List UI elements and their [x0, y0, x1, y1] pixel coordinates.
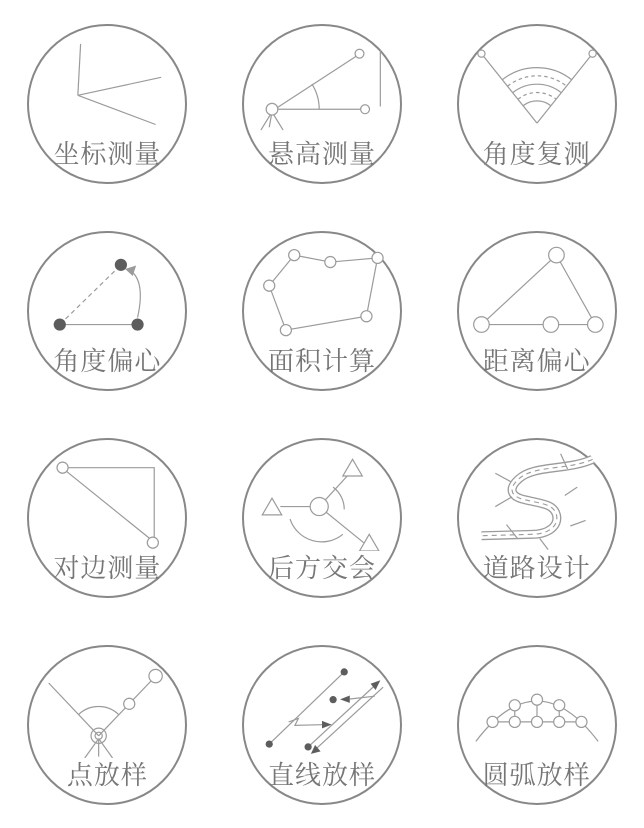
menu-item-label: 面积计算	[267, 345, 376, 376]
menu-row-1	[0, 0, 644, 207]
line-stakeout-icon	[252, 658, 392, 758]
menu-item-arc-stakeout[interactable]	[457, 645, 617, 805]
menu-item-label: 悬高测量	[267, 138, 376, 169]
road-design-icon	[467, 451, 607, 551]
menu-item-label: 角度偏心	[53, 345, 162, 376]
area-calculation-icon	[252, 244, 392, 344]
remote-height-measurement-icon	[252, 37, 392, 137]
menu-item-angle-repetition[interactable]	[457, 24, 617, 184]
menu-row-2	[0, 207, 644, 414]
angle-offset-icon	[37, 244, 177, 344]
menu-item-line-stakeout[interactable]	[242, 645, 402, 805]
menu-item-label: 对边测量	[53, 552, 162, 583]
menu-row-3	[0, 414, 644, 621]
menu-item-label: 角度复测	[482, 138, 591, 169]
resection-icon	[252, 451, 392, 551]
menu-item-remote-height-measurement[interactable]	[242, 24, 402, 184]
menu-item-road-design[interactable]	[457, 438, 617, 598]
arc-stakeout-icon	[467, 658, 607, 758]
menu-item-label: 直线放样	[267, 759, 376, 790]
angle-repetition-icon	[467, 37, 607, 137]
menu-item-angle-offset[interactable]	[27, 231, 187, 391]
menu-row-4	[0, 621, 644, 828]
coordinate-measurement-icon	[37, 37, 177, 137]
distance-offset-icon	[467, 244, 607, 344]
menu-item-area-calculation[interactable]	[242, 231, 402, 391]
menu-item-label: 距离偏心	[482, 345, 591, 376]
menu-item-label: 道路设计	[482, 552, 591, 583]
menu-item-missing-line-measurement[interactable]	[27, 438, 187, 598]
menu-item-point-stakeout[interactable]	[27, 645, 187, 805]
menu-item-label: 点放样	[66, 759, 148, 790]
menu-item-label: 后方交会	[267, 552, 376, 583]
menu-item-coordinate-measurement[interactable]	[27, 24, 187, 184]
missing-line-measurement-icon	[37, 451, 177, 551]
menu-item-resection[interactable]	[242, 438, 402, 598]
menu-item-distance-offset[interactable]	[457, 231, 617, 391]
menu-item-label: 坐标测量	[53, 138, 162, 169]
menu-item-label: 圆弧放样	[482, 759, 591, 790]
point-stakeout-icon	[37, 658, 177, 758]
